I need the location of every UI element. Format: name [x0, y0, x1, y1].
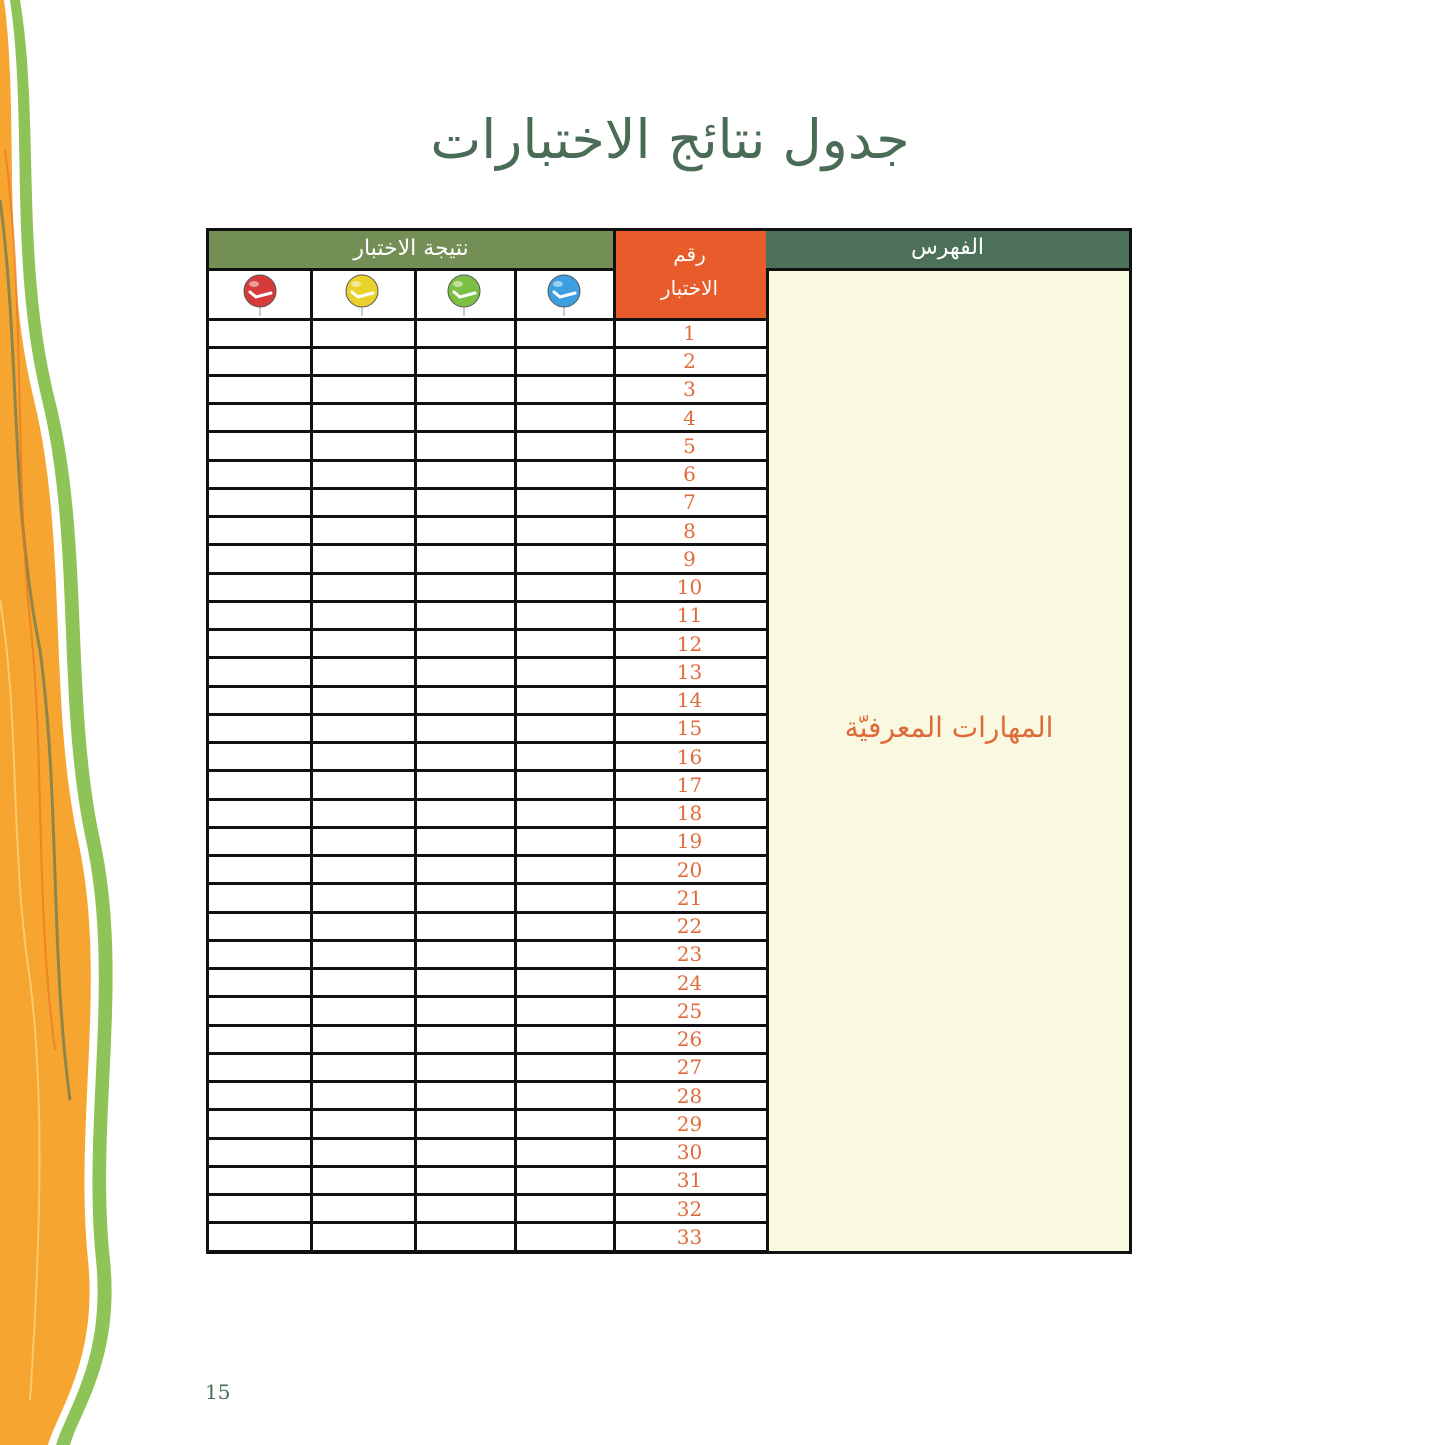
- test-number: 1: [683, 321, 696, 345]
- test-number: 32: [676, 1196, 703, 1221]
- test-number: 30: [676, 1140, 703, 1165]
- test-number: 13: [676, 659, 703, 684]
- test-number: 24: [676, 970, 703, 995]
- test-number: 2: [683, 349, 696, 374]
- yellow-check-balloon-icon: [343, 273, 381, 317]
- test-number-header: [613, 231, 766, 319]
- test-number: 26: [676, 1027, 703, 1052]
- green-check-balloon-icon: [445, 273, 483, 317]
- test-number: 15: [676, 716, 703, 741]
- index-label: المهارات المعرفيّة: [844, 711, 1054, 744]
- blue-check-balloon-icon: [545, 273, 583, 317]
- column-divider: [414, 271, 417, 1251]
- test-number: 17: [676, 772, 703, 797]
- test-number: 18: [676, 801, 703, 826]
- decorative-side-border: [0, 0, 170, 1445]
- test-number: 33: [676, 1224, 703, 1249]
- test-number: 9: [683, 546, 696, 571]
- page-title: جدول نتائج الاختبارات: [430, 108, 910, 171]
- column-divider: [514, 271, 517, 1251]
- test-number: 28: [676, 1083, 703, 1108]
- test-number: 27: [676, 1055, 703, 1080]
- test-number: 14: [676, 688, 703, 713]
- result-header: نتيجة الاختبار: [209, 231, 613, 271]
- result-icon-cell: [209, 271, 310, 319]
- test-number-header-line2: الاختبار: [660, 276, 719, 300]
- test-number: 29: [676, 1111, 703, 1136]
- test-number: 20: [676, 857, 703, 882]
- test-number: 16: [676, 744, 703, 769]
- test-number: 7: [683, 490, 696, 515]
- test-number: 19: [676, 829, 703, 854]
- test-number: 25: [676, 998, 703, 1023]
- test-number: 8: [683, 518, 696, 543]
- red-check-balloon-icon: [241, 273, 279, 317]
- index-body: [766, 271, 1129, 1251]
- test-number: 4: [683, 405, 696, 430]
- test-number: 22: [676, 914, 703, 939]
- result-icon-cell: [514, 271, 613, 319]
- result-icons-row: [209, 271, 613, 319]
- results-table: [206, 228, 1132, 1254]
- test-number: 31: [676, 1168, 703, 1193]
- column-divider: [310, 271, 313, 1251]
- result-icon-cell: [310, 271, 414, 319]
- test-number: 6: [683, 462, 696, 487]
- index-header: الفهرس: [766, 231, 1129, 271]
- test-number-header-line1: رقم: [673, 242, 706, 266]
- test-number: 11: [676, 603, 703, 628]
- test-number: 21: [676, 885, 703, 910]
- test-number: 5: [683, 433, 696, 458]
- test-number: 3: [683, 377, 696, 402]
- result-icon-cell: [414, 271, 514, 319]
- test-number: 10: [676, 575, 703, 600]
- test-number: 12: [676, 631, 703, 656]
- test-number: 23: [676, 942, 703, 967]
- page-number: 15: [205, 1380, 231, 1404]
